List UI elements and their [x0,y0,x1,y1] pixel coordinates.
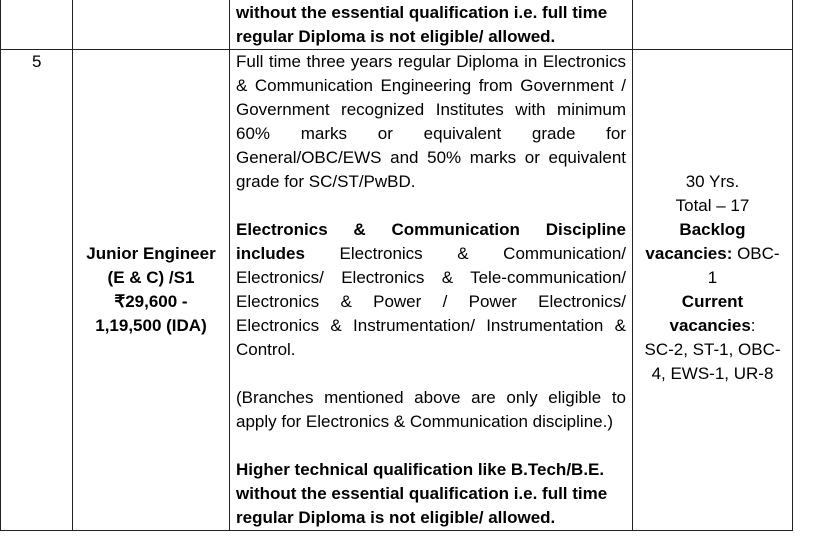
prev-qual-line: without the essential qualification i.e. full time [236,3,608,22]
higher-qualification-note: Higher technical qualification like B.Tech/B.E. without the essential qualification i.e. full time regular Diploma is not eligible/ allowed. [236,460,608,527]
table-row [1,50,793,531]
table-row-previous [1,0,793,50]
qualification-cell [230,50,633,531]
pay-scale-start: ₹29,600 - [114,292,188,311]
age-vacancy-block [639,170,786,386]
prev-sl-cell [1,0,73,50]
current-value: 4, EWS-1, UR-8 [651,364,774,383]
age-vacancy-cell [633,50,793,531]
current-value: SC-2, ST-1, OBC- [644,340,781,359]
post-name: Junior Engineer [86,244,216,263]
branch-note: (Branches mentioned above are only eligible to apply for Electronics & Communication discipline.) [236,388,626,431]
discipline-heading: Electronics & Communication Discipline includes [236,220,626,263]
qualification-main: Full time three years regular Diploma in Electronics & Communication Engineering from Government / Government recognized Institutes with minimum 60% marks or equivalent grade for General/OBC/EWS and 50% marks or equivalent grade for SC/ST/PwBD. [236,52,626,191]
serial-number: 5 [32,52,42,71]
prev-qual-line: regular Diploma is not eligible/ allowed. [236,27,556,46]
backlog-line: vacancies: OBC- [645,244,780,263]
age-limit: 30 Yrs. [685,172,740,191]
prev-post-cell [73,0,230,50]
current-line: vacancies: [669,316,756,335]
backlog-label: Backlog [679,220,746,239]
total-vacancies: Total – 17 [675,196,750,215]
prev-qualification-cell [230,0,633,50]
current-label: Current [681,292,744,311]
pay-scale-end: 1,19,500 (IDA) [95,316,207,335]
post-cell [73,50,230,531]
prev-age-cell [633,0,793,50]
discipline-paragraph [236,218,626,362]
backlog-value: 1 [707,268,718,287]
discipline-list: Electronics & Communication/ Electronics/ Electronics & Tele-communication/ Electronics & Power / Power Electronics/ Electronics & Instrumentation/ Instrumentation & Control. [236,244,626,359]
serial-number-cell [1,50,73,531]
post-code: (E & C) /S1 [107,268,195,287]
